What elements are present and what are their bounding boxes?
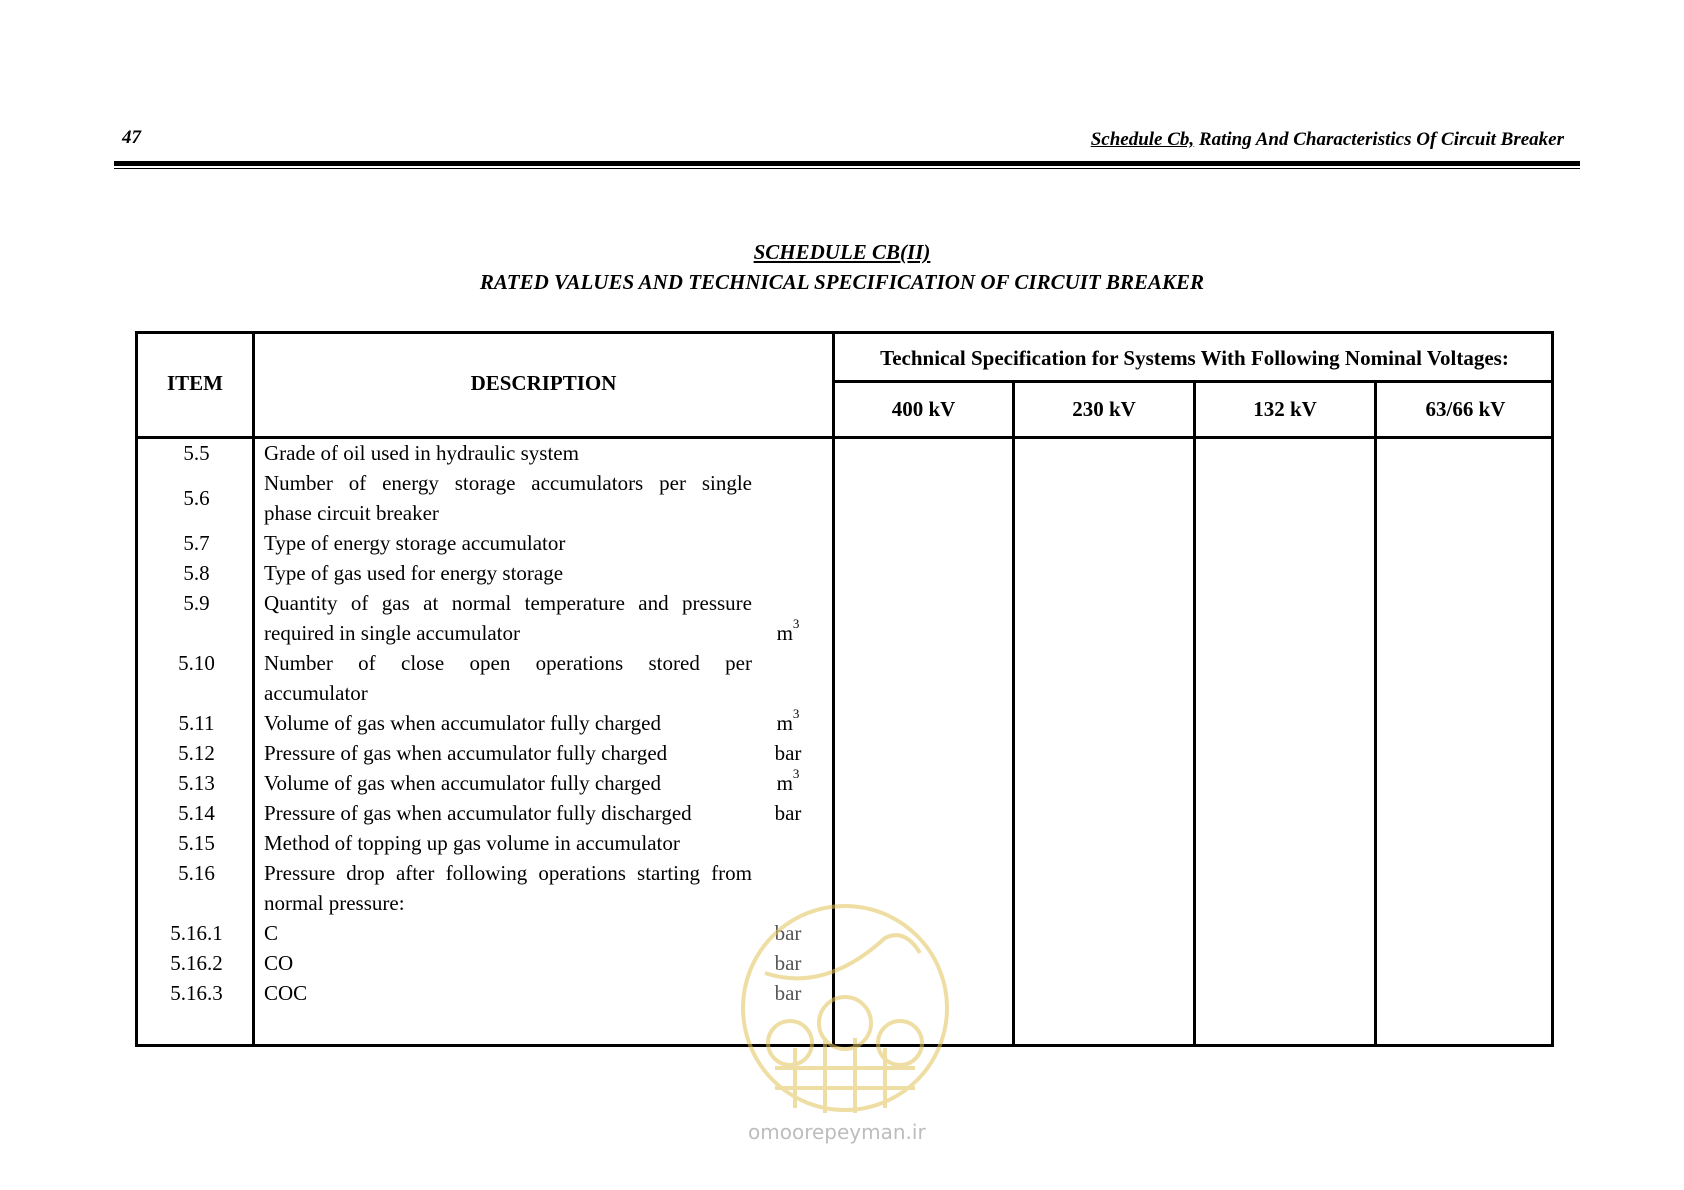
table-row-line (138, 528, 832, 558)
item-number: 5.11 (178, 711, 215, 735)
header-400kv: 400 kV (891, 397, 956, 421)
item-description: phase circuit breaker (264, 501, 439, 525)
header-group-rule (832, 380, 1551, 383)
table-row-line (138, 978, 832, 1008)
divider-230 (1193, 380, 1196, 1044)
item-number: 5.7 (183, 531, 210, 555)
item-number: 5.10 (178, 651, 215, 675)
item-description: Type of gas used for energy storage (264, 561, 564, 585)
header-6366kv: 63/66 kV (1425, 397, 1506, 421)
item-description: Method of topping up gas volume in accumulator (264, 831, 680, 855)
table-row-line (138, 948, 832, 978)
item-description: required in single accumulator (264, 621, 520, 645)
item-description: CO (264, 951, 294, 975)
item-description: Pressure of gas when accumulator fully discharged (264, 801, 692, 825)
table-row-line (138, 498, 832, 528)
divider-132 (1374, 380, 1377, 1044)
running-head (1091, 129, 1564, 151)
item-unit: bar (774, 801, 802, 825)
page-number: 47 (122, 127, 141, 148)
item-number: 5.9 (183, 591, 210, 615)
item-description: normal pressure: (264, 891, 405, 915)
item-unit-m3: $m^3$ (776, 766, 800, 795)
item-description: Number of close open operations stored per (264, 651, 752, 675)
schedule-subtitle: RATED VALUES AND TECHNICAL SPECIFICATION OF CIRCUIT BREAKER (479, 270, 1205, 294)
table-row-line (138, 888, 832, 918)
item-unit: bar (774, 741, 802, 765)
table-row-line (138, 768, 832, 798)
divider-400 (1012, 380, 1015, 1044)
item-unit: bar (774, 921, 802, 945)
item-number: 5.16.3 (170, 981, 223, 1005)
item-number: 5.13 (178, 771, 215, 795)
running-head-rest: Rating And Characteristics Of Circuit Breaker (1198, 129, 1564, 150)
item-description: Number of energy storage accumulators per single (264, 471, 752, 495)
item-number: 5.6 (183, 486, 210, 510)
item-description: Pressure drop after following operations starting from (264, 861, 752, 885)
header-description: DESCRIPTION (470, 371, 617, 395)
table-row-line (138, 678, 832, 708)
item-number: 5.16.1 (170, 921, 223, 945)
table-row-line (138, 798, 832, 828)
header-132kv: 132 kV (1253, 397, 1317, 421)
table-row-line (138, 738, 832, 768)
item-description: COC (264, 981, 308, 1005)
table-row-line (138, 828, 832, 858)
watermark-logo-icon (735, 898, 955, 1118)
table-row-line (138, 858, 832, 888)
item-unit: bar (774, 981, 802, 1005)
running-head-underlined: Schedule Cb, (1090, 129, 1195, 150)
schedule-title: SCHEDULE CB(II) (753, 240, 931, 264)
table-row-line (138, 588, 832, 618)
item-description: Type of energy storage accumulator (264, 531, 566, 555)
header-spec-group: Technical Specification for Systems With Following Nominal Voltages: (880, 346, 1509, 370)
header-rule-thick (114, 161, 1580, 166)
table-row-line (138, 438, 832, 468)
table-row-line (138, 918, 832, 948)
header-230kv: 230 kV (1072, 397, 1136, 421)
item-number: 5.12 (178, 741, 215, 765)
item-number: 5.8 (183, 561, 210, 585)
table-row-line (138, 468, 832, 510)
item-description: Pressure of gas when accumulator fully charged (264, 741, 668, 765)
item-number: 5.16.2 (170, 951, 223, 975)
header-rule-thin (114, 168, 1580, 169)
item-description: Volume of gas when accumulator fully charged (264, 711, 661, 735)
item-unit: bar (774, 951, 802, 975)
item-number: 5.5 (183, 441, 210, 465)
item-description: C (264, 921, 279, 945)
item-description: Quantity of gas at normal temperature and pressure (264, 591, 752, 615)
item-number: 5.14 (178, 801, 215, 825)
item-description: accumulator (264, 681, 368, 705)
item-number: 5.16 (178, 861, 215, 885)
item-unit-m3: $m^3$ (776, 706, 800, 735)
table-row-line (138, 618, 832, 648)
header-item: ITEM (166, 371, 223, 395)
table-row-line (138, 558, 832, 588)
table-row-line (138, 648, 832, 678)
item-number: 5.15 (178, 831, 215, 855)
item-description: Volume of gas when accumulator fully charged (264, 771, 661, 795)
item-description: Grade of oil used in hydraulic system (264, 441, 579, 465)
watermark-text: omoorepeyman.ir (748, 1120, 926, 1144)
table-row-line (138, 708, 832, 738)
item-unit-m3: $m^3$ (776, 616, 800, 645)
